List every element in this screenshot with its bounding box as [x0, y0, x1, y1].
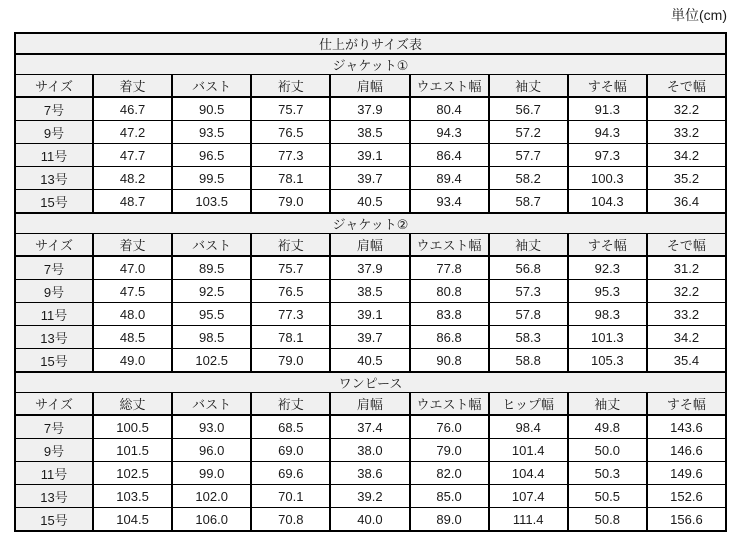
size-cell: 156.6: [647, 508, 726, 532]
table-row: [15, 303, 726, 326]
size-label: 15号: [15, 349, 93, 373]
size-cell: 98.3: [568, 303, 647, 326]
size-cell: 101.3: [568, 326, 647, 349]
size-cell: 38.5: [330, 280, 409, 303]
size-cell: 90.5: [172, 97, 251, 121]
size-cell: 46.7: [93, 97, 172, 121]
size-cell: 143.6: [647, 415, 726, 439]
size-cell: 80.4: [410, 97, 489, 121]
column-header: すそ幅: [568, 234, 647, 257]
size-cell: 101.5: [93, 439, 172, 462]
size-cell: 75.7: [251, 256, 330, 280]
column-header: ウエスト幅: [410, 393, 489, 416]
size-cell: 105.3: [568, 349, 647, 373]
size-table-body: [15, 33, 726, 531]
size-cell: 94.3: [410, 121, 489, 144]
size-cell: 90.8: [410, 349, 489, 373]
size-cell: 146.6: [647, 439, 726, 462]
size-cell: 75.7: [251, 97, 330, 121]
size-cell: 111.4: [489, 508, 568, 532]
size-cell: 39.7: [330, 326, 409, 349]
table-row: [15, 121, 726, 144]
size-cell: 36.4: [647, 190, 726, 214]
size-cell: 95.3: [568, 280, 647, 303]
size-cell: 56.8: [489, 256, 568, 280]
size-cell: 104.3: [568, 190, 647, 214]
column-header: サイズ: [15, 393, 93, 416]
size-cell: 39.1: [330, 144, 409, 167]
size-cell: 50.3: [568, 462, 647, 485]
column-header: 肩幅: [330, 393, 409, 416]
size-cell: 77.3: [251, 144, 330, 167]
size-cell: 70.1: [251, 485, 330, 508]
column-header: 肩幅: [330, 75, 409, 98]
size-cell: 77.8: [410, 256, 489, 280]
size-cell: 58.7: [489, 190, 568, 214]
size-cell: 80.8: [410, 280, 489, 303]
size-cell: 86.4: [410, 144, 489, 167]
size-cell: 34.2: [647, 144, 726, 167]
size-table: [14, 32, 727, 532]
section-title-row: [15, 372, 726, 393]
size-cell: 101.4: [489, 439, 568, 462]
size-cell: 86.8: [410, 326, 489, 349]
size-cell: 96.0: [172, 439, 251, 462]
size-cell: 33.2: [647, 121, 726, 144]
size-label: 13号: [15, 485, 93, 508]
column-header: 裄丈: [251, 75, 330, 98]
column-header: 袖丈: [568, 393, 647, 416]
size-cell: 39.1: [330, 303, 409, 326]
size-cell: 32.2: [647, 280, 726, 303]
table-row: [15, 167, 726, 190]
size-cell: 50.8: [568, 508, 647, 532]
size-cell: 69.0: [251, 439, 330, 462]
size-cell: 58.8: [489, 349, 568, 373]
table-title-row: [15, 33, 726, 54]
size-cell: 69.6: [251, 462, 330, 485]
table-row: [15, 439, 726, 462]
size-cell: 92.3: [568, 256, 647, 280]
size-cell: 79.0: [410, 439, 489, 462]
size-label: 13号: [15, 167, 93, 190]
size-cell: 50.5: [568, 485, 647, 508]
column-header-row: [15, 75, 726, 98]
size-cell: 40.0: [330, 508, 409, 532]
size-label: 7号: [15, 415, 93, 439]
size-cell: 48.7: [93, 190, 172, 214]
column-header: サイズ: [15, 75, 93, 98]
column-header: 着丈: [93, 75, 172, 98]
table-row: [15, 280, 726, 303]
size-cell: 68.5: [251, 415, 330, 439]
size-label: 9号: [15, 280, 93, 303]
size-cell: 93.5: [172, 121, 251, 144]
size-label: 7号: [15, 256, 93, 280]
size-label: 15号: [15, 190, 93, 214]
size-cell: 57.2: [489, 121, 568, 144]
size-cell: 76.5: [251, 280, 330, 303]
section-title: ジャケット②: [15, 213, 726, 234]
column-header-row: [15, 393, 726, 416]
size-cell: 34.2: [647, 326, 726, 349]
size-cell: 100.3: [568, 167, 647, 190]
size-cell: 94.3: [568, 121, 647, 144]
size-cell: 93.0: [172, 415, 251, 439]
size-cell: 57.8: [489, 303, 568, 326]
table-row: [15, 462, 726, 485]
size-cell: 48.2: [93, 167, 172, 190]
table-row: [15, 144, 726, 167]
column-header: バスト: [172, 75, 251, 98]
size-cell: 100.5: [93, 415, 172, 439]
column-header: 袖丈: [489, 75, 568, 98]
size-cell: 38.6: [330, 462, 409, 485]
size-cell: 103.5: [172, 190, 251, 214]
size-cell: 50.0: [568, 439, 647, 462]
size-cell: 40.5: [330, 349, 409, 373]
table-row: [15, 256, 726, 280]
size-label: 11号: [15, 144, 93, 167]
size-cell: 104.5: [93, 508, 172, 532]
size-cell: 96.5: [172, 144, 251, 167]
size-cell: 49.8: [568, 415, 647, 439]
column-header: 袖丈: [489, 234, 568, 257]
size-cell: 103.5: [93, 485, 172, 508]
size-cell: 57.7: [489, 144, 568, 167]
column-header: 着丈: [93, 234, 172, 257]
column-header: ヒップ幅: [489, 393, 568, 416]
size-cell: 58.3: [489, 326, 568, 349]
size-cell: 78.1: [251, 326, 330, 349]
section-title: ワンピース: [15, 372, 726, 393]
size-cell: 37.4: [330, 415, 409, 439]
size-cell: 104.4: [489, 462, 568, 485]
size-cell: 58.2: [489, 167, 568, 190]
size-cell: 76.5: [251, 121, 330, 144]
size-cell: 78.1: [251, 167, 330, 190]
table-title: 仕上がりサイズ表: [15, 33, 726, 54]
column-header: 裄丈: [251, 393, 330, 416]
size-cell: 97.3: [568, 144, 647, 167]
column-header: すそ幅: [647, 393, 726, 416]
section-title-row: [15, 54, 726, 75]
size-cell: 99.5: [172, 167, 251, 190]
size-cell: 107.4: [489, 485, 568, 508]
column-header: サイズ: [15, 234, 93, 257]
size-cell: 56.7: [489, 97, 568, 121]
size-cell: 98.4: [489, 415, 568, 439]
unit-label: 単位(cm): [671, 7, 727, 23]
column-header: 裄丈: [251, 234, 330, 257]
size-cell: 102.0: [172, 485, 251, 508]
size-cell: 38.5: [330, 121, 409, 144]
table-row: [15, 326, 726, 349]
size-cell: 57.3: [489, 280, 568, 303]
size-cell: 85.0: [410, 485, 489, 508]
column-header: そで幅: [647, 75, 726, 98]
size-cell: 89.5: [172, 256, 251, 280]
size-label: 11号: [15, 462, 93, 485]
table-row: [15, 485, 726, 508]
column-header-row: [15, 234, 726, 257]
size-cell: 35.4: [647, 349, 726, 373]
size-cell: 48.0: [93, 303, 172, 326]
size-cell: 91.3: [568, 97, 647, 121]
size-cell: 47.2: [93, 121, 172, 144]
size-cell: 47.0: [93, 256, 172, 280]
size-cell: 89.0: [410, 508, 489, 532]
size-cell: 92.5: [172, 280, 251, 303]
size-cell: 149.6: [647, 462, 726, 485]
size-label: 13号: [15, 326, 93, 349]
size-cell: 99.0: [172, 462, 251, 485]
table-row: [15, 349, 726, 373]
size-cell: 79.0: [251, 349, 330, 373]
size-cell: 32.2: [647, 97, 726, 121]
size-cell: 95.5: [172, 303, 251, 326]
size-cell: 102.5: [172, 349, 251, 373]
table-row: [15, 97, 726, 121]
column-header: そで幅: [647, 234, 726, 257]
size-cell: 49.0: [93, 349, 172, 373]
size-cell: 77.3: [251, 303, 330, 326]
size-label: 9号: [15, 439, 93, 462]
size-cell: 35.2: [647, 167, 726, 190]
size-cell: 38.0: [330, 439, 409, 462]
column-header: すそ幅: [568, 75, 647, 98]
column-header: ウエスト幅: [410, 75, 489, 98]
size-cell: 40.5: [330, 190, 409, 214]
column-header: バスト: [172, 393, 251, 416]
column-header: 総丈: [93, 393, 172, 416]
size-cell: 33.2: [647, 303, 726, 326]
size-label: 9号: [15, 121, 93, 144]
size-cell: 47.5: [93, 280, 172, 303]
table-row: [15, 190, 726, 214]
size-cell: 106.0: [172, 508, 251, 532]
size-cell: 37.9: [330, 97, 409, 121]
size-cell: 82.0: [410, 462, 489, 485]
size-cell: 93.4: [410, 190, 489, 214]
size-cell: 152.6: [647, 485, 726, 508]
size-cell: 31.2: [647, 256, 726, 280]
size-label: 11号: [15, 303, 93, 326]
size-cell: 39.7: [330, 167, 409, 190]
size-cell: 70.8: [251, 508, 330, 532]
table-row: [15, 508, 726, 532]
size-cell: 37.9: [330, 256, 409, 280]
size-cell: 79.0: [251, 190, 330, 214]
size-label: 15号: [15, 508, 93, 532]
section-title: ジャケット①: [15, 54, 726, 75]
size-cell: 48.5: [93, 326, 172, 349]
size-cell: 47.7: [93, 144, 172, 167]
size-cell: 83.8: [410, 303, 489, 326]
column-header: ウエスト幅: [410, 234, 489, 257]
column-header: 肩幅: [330, 234, 409, 257]
section-title-row: [15, 213, 726, 234]
size-cell: 102.5: [93, 462, 172, 485]
table-row: [15, 415, 726, 439]
size-cell: 76.0: [410, 415, 489, 439]
size-cell: 89.4: [410, 167, 489, 190]
size-label: 7号: [15, 97, 93, 121]
size-cell: 98.5: [172, 326, 251, 349]
column-header: バスト: [172, 234, 251, 257]
size-cell: 39.2: [330, 485, 409, 508]
